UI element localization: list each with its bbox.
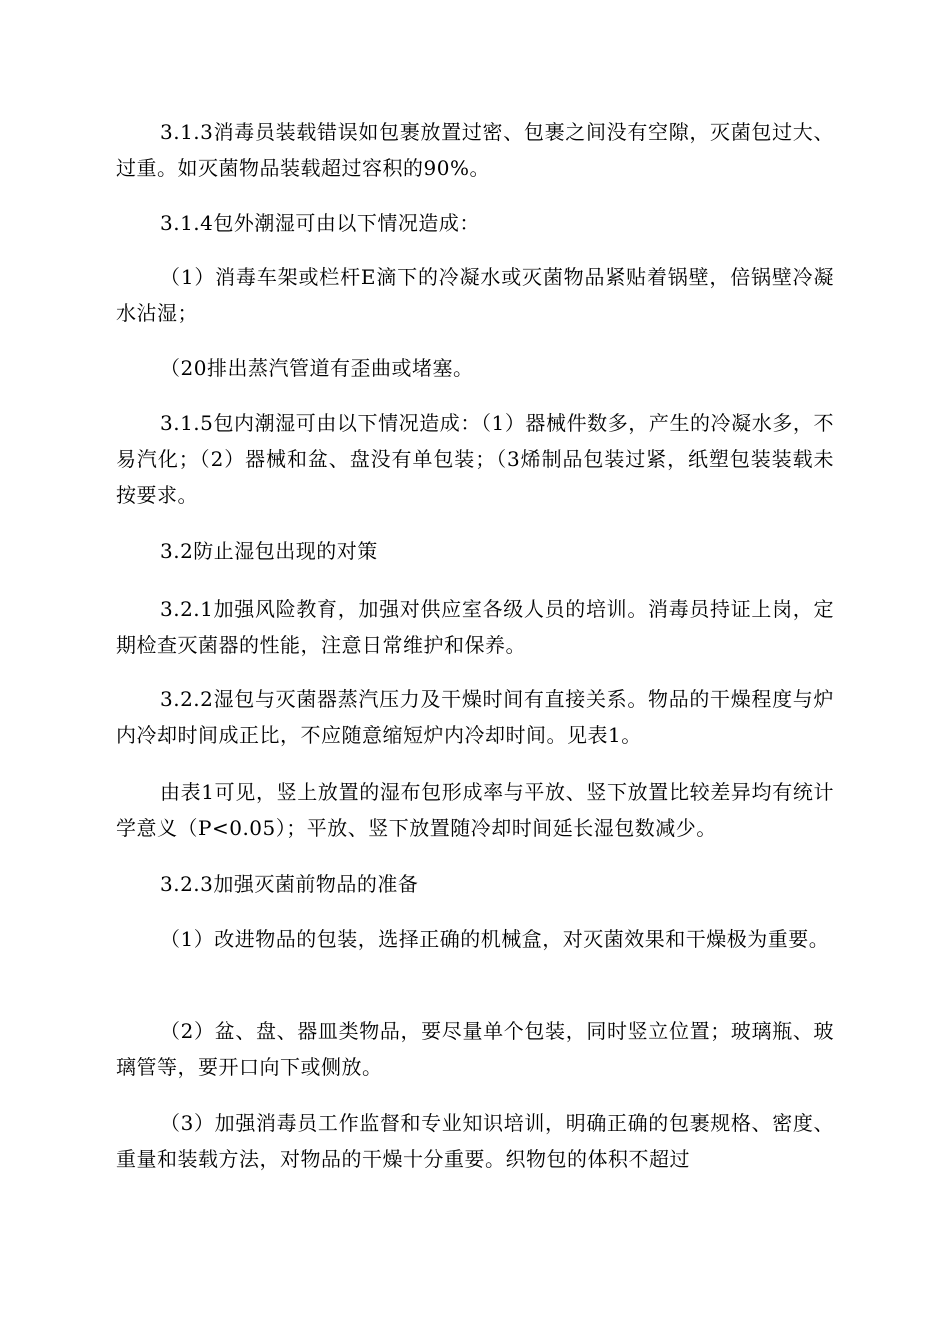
paragraph-item-2: （20排出蒸汽管道有歪曲或堵塞。 xyxy=(160,356,474,380)
paragraph-item-1: （1）消毒车架或栏杆E滴下的冷凝水或灭菌物品紧贴着锅壁，倍锅壁冷凝水沾湿； xyxy=(116,265,834,325)
paragraph-3-2-2: 3.2.2湿包与灭菌器蒸汽压力及干燥时间有直接关系。物品的干燥程度与炉内冷却时间成正比，不应随意缩短炉内冷却时间。见表1。 xyxy=(116,687,834,747)
heading-3-2-3: 3.2.3加强灭菌前物品的准备 xyxy=(160,872,419,896)
heading-3-2: 3.2防止湿包出现的对策 xyxy=(160,539,378,563)
paragraph-3-1-5: 3.1.5包内潮湿可由以下情况造成：（1）器械件数多，产生的冷凝水多，不易汽化；（2）器械和盆、盘没有单包装；（3烯制品包装过紧，纸塑包装装载未按要求。 xyxy=(116,411,834,507)
paragraph-table-note: 由表1可见，竖上放置的湿布包形成率与平放、竖下放置比较差异均有统计学意义（P<0.05）；平放、竖下放置随冷却时间延长湿包数减少。 xyxy=(116,780,834,840)
paragraph-prep-3: （3）加强消毒员工作监督和专业知识培训，明确正确的包裹规格、密度、重量和装载方法，对物品的干燥十分重要。织物包的体积不超过 xyxy=(116,1111,834,1171)
paragraph-3-2-1: 3.2.1加强风险教育，加强对供应室各级人员的培训。消毒员持证上岗，定期检查灭菌器的性能，注意日常维护和保养。 xyxy=(116,597,834,657)
paragraph-3-1-3: 3.1.3消毒员装载错误如包裹放置过密、包裹之间没有空隙，灭菌包过大、过重。如灭菌物品装载超过容积的90%。 xyxy=(116,120,834,180)
paragraph-prep-2: （2）盆、盘、器皿类物品，要尽量单个包装，同时竖立位置；玻璃瓶、玻璃管等，要开口向下或侧放。 xyxy=(116,1019,834,1079)
paragraph-3-1-4: 3.1.4包外潮湿可由以下情况造成： xyxy=(160,211,480,235)
paragraph-prep-1: （1）改进物品的包装，选择正确的机械盒，对灭菌效果和干燥极为重要。 xyxy=(160,927,830,951)
